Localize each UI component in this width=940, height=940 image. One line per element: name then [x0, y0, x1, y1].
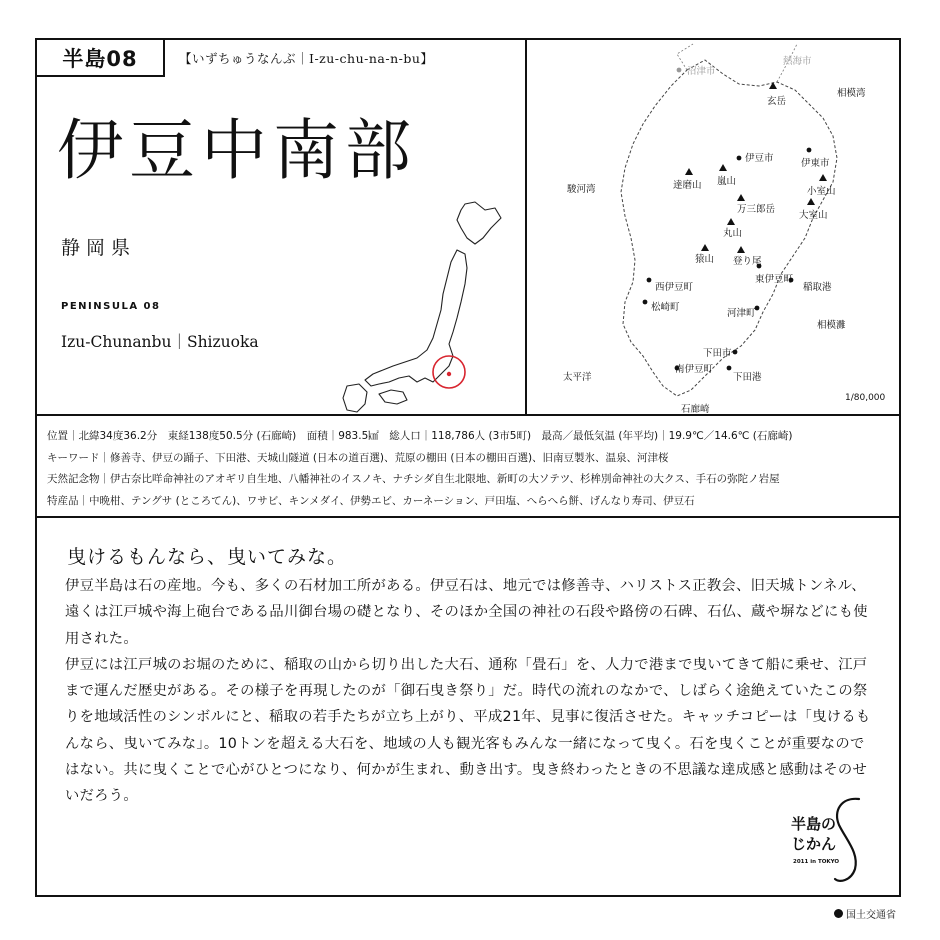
kyushu-outline: [343, 384, 367, 412]
izu-peninsula-map: [527, 40, 899, 416]
map-label-itoshi: 伊東市: [801, 158, 830, 169]
ministry-emblem-icon: [834, 909, 843, 918]
location-stats: 位置｜北緯34度36.2分 東経138度50.5分 (石廊崎) 面積｜983.5㎢ 総人口｜118,786人 (3市5町) 最高／最低気温 (年平均)｜19.9℃／14.6℃ (石廊崎): [47, 430, 793, 442]
map-scale: 1/80,000: [845, 393, 886, 403]
logo-line2: じかん: [791, 835, 837, 853]
omuro-marker: [807, 198, 815, 205]
catchphrase: 曳けるもんなら、曳いてみな。: [67, 546, 348, 568]
map-label-maruyama: 丸山: [723, 228, 743, 239]
info-card: [35, 38, 901, 897]
map-label-noboorio: 登り尾: [733, 256, 762, 267]
divider-info-body: [37, 516, 899, 518]
map-label-izushi: 伊豆市: [745, 153, 774, 164]
matsuzaki-marker: [643, 300, 648, 305]
map-label-shimoda: 下田市: [703, 348, 732, 359]
map-label-sarukoyama: 猿山: [695, 254, 715, 265]
map-label-atami: 熱海市: [783, 56, 812, 67]
map-label-nishiizu: 西伊豆町: [655, 282, 694, 293]
peninsula-label: PENINSULA 08: [61, 301, 161, 312]
map-label-higashiizu: 東伊豆町: [755, 274, 794, 285]
map-label-numazu: 沼津市: [687, 66, 716, 77]
logo-sub: 2011 in TOKYO: [793, 859, 840, 865]
page-title: 伊豆中南部: [57, 112, 417, 189]
prefecture-name: 静岡県: [61, 237, 137, 259]
map-label-inatori: 稲取港: [803, 282, 832, 293]
logo-curve: [835, 799, 859, 881]
natural-monuments: 天然記念物｜伊古奈比咩命神社のアオギリ自生地、八幡神社のイスノキ、ナチシダ自生北限地、新町の大ソテツ、杉桙別命神社の大クス、手石の弥陀ノ岩屋: [47, 473, 780, 485]
map-label-takaiyama: 嵐山: [717, 176, 737, 187]
genkyo-marker: [769, 82, 777, 89]
map-label-irozaki: 石廊崎: [681, 404, 710, 415]
map-label-suruga: 駿河湾: [567, 184, 596, 195]
map-label-minamiizu: 南伊豆町: [675, 364, 714, 375]
map-label-omuro: 大室山: [799, 210, 828, 221]
shikoku-outline: [379, 390, 407, 404]
izushi-marker: [737, 156, 742, 161]
map-label-sagami: 相模湾: [837, 88, 866, 99]
romaji-name: Izu-Chunanbu｜Shizuoka: [61, 333, 259, 351]
statistics-block: [37, 424, 899, 516]
shimoda-marker: [733, 350, 738, 355]
map-label-kawazu: 河津町: [727, 308, 756, 319]
ministry-name: 国土交通省: [846, 910, 896, 921]
nishiizu-marker: [647, 278, 652, 283]
takaiyama-marker: [719, 164, 727, 171]
map-label-taiheiyo: 太平洋: [563, 372, 592, 383]
maruyama-marker: [727, 218, 735, 225]
sarukoyama-marker: [701, 244, 709, 251]
title-reading: 【いずちゅうなんぶ｜I-zu-chu-na-n-bu】: [179, 51, 434, 66]
omuro-small-marker: [819, 174, 827, 181]
noboorio-marker: [737, 246, 745, 253]
map-label-sagaminada: 相模灘: [817, 320, 846, 331]
body-paragraph-1: 伊豆半島は石の産地。今も、多くの石材加工所がある。伊豆石は、地元では修善寺、ハリストス正教会、旧天城トンネル、遠くは江戸城や海上砲台である品川御台場の礎となり、そのほか全国の神社の石段や路傍の石碑、石仏、蔵や塀などにも使用された。: [65, 578, 868, 647]
keywords: キーワード｜修善寺、伊豆の踊子、下田港、天城山隧道 (日本の道百選)、荒原の棚田 (日本の棚田百選)、旧南豆製氷、温泉、河津桜: [47, 451, 669, 464]
map-label-matsuzaki: 松崎町: [651, 302, 680, 313]
hokkaido-outline: [457, 202, 501, 244]
body-text: [65, 573, 871, 810]
numazu-marker: [677, 68, 682, 73]
daruma-marker: [685, 168, 693, 175]
body-paragraph-2: 伊豆には江戸城のお堀のために、稲取の山から切り出した大石、通称「畳石」を、人力で港まで曳いてきて船に乗せ、江戸まで運んだ歴史がある。その様子を再現したのが「御石曳き祭り」だ。時代の流れのなかで、しばらく途絶えていたこの祭りを地域活性のシンボルにと、稲取の若手たちが立ち上がり、平成21年、見事に復活させた。キャッチコピーは「曳けるもんなら、曳いてみな」。10トンを超える大石を、地域の人も観光客もみんな一緒になって曳く。石を曳くことが重要なのではない。共に曳くことで心がひとつになり、何かが生まれ、動き出す。曳き終わったときの不思議な達成感と感動はそのせいだろう。: [65, 656, 871, 805]
itoshi-marker: [807, 148, 812, 153]
shimodako-marker: [727, 366, 732, 371]
ministry-credit: [834, 906, 896, 921]
japan-locator-map: [325, 198, 505, 418]
honshu-outline: [365, 250, 467, 386]
izu-highlight-dot: [447, 372, 451, 376]
peninsula-number-label: 半島08: [37, 40, 165, 77]
specialty-products: 特産品｜中晩柑、テングサ (ところてん)、ワサビ、キンメダイ、伊勢エビ、カーネーション、戸田塩、へらへら餅、げんなり寿司、伊豆石: [47, 494, 695, 507]
map-label-shimodako: 下田港: [733, 372, 762, 383]
logo-line1: 半島の: [791, 815, 837, 833]
map-label-genkyo: 玄岳: [767, 96, 787, 107]
map-label-daruma: 達磨山: [673, 180, 702, 191]
map-label-omuro-small: 小室山: [807, 186, 836, 197]
banzaburo-marker: [737, 194, 745, 201]
map-label-banzaburo: 万三郎岳: [737, 204, 776, 215]
hanto-no-jikan-logo: [789, 793, 881, 885]
